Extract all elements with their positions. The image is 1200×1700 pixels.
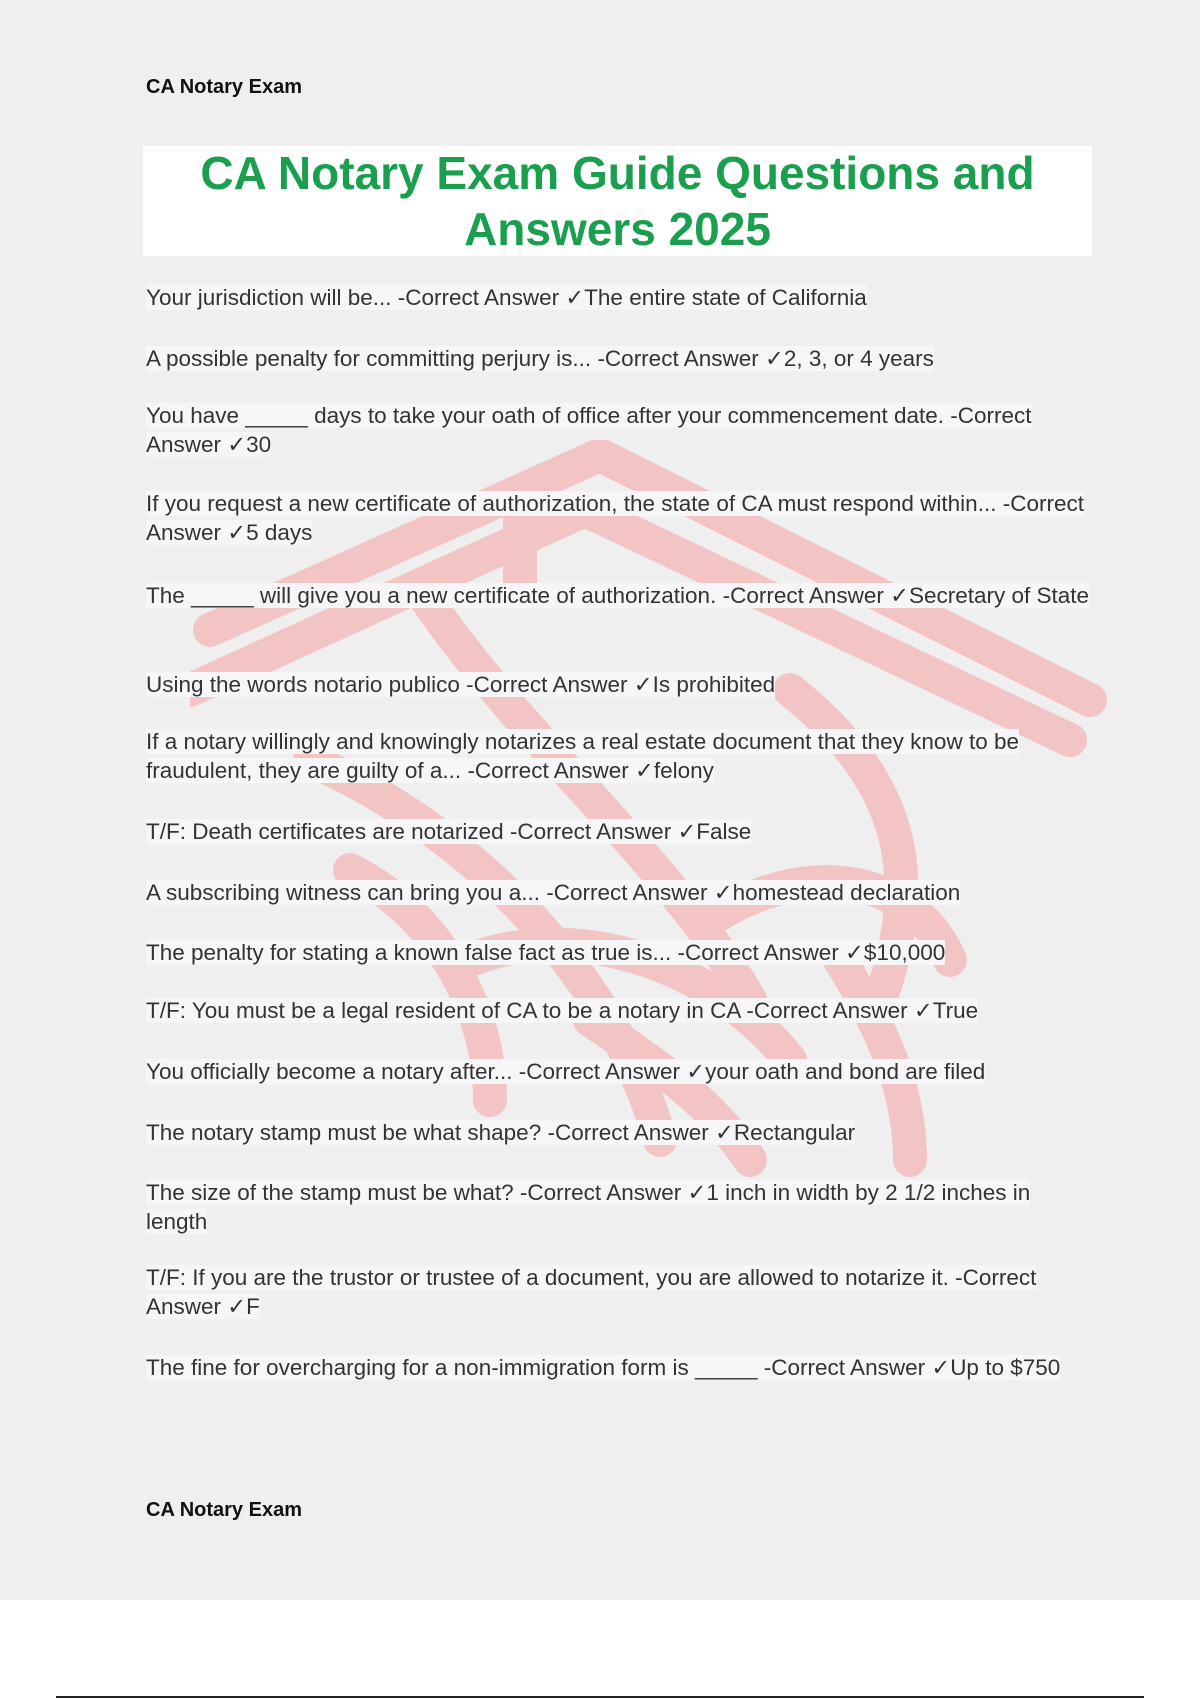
qa-item: The size of the stamp must be what? -Correct Answer ✓1 inch in width by 2 1/2 inches in length (146, 1180, 1031, 1234)
page-divider (56, 1696, 1144, 1698)
document-title: CA Notary Exam Guide Questions and Answers 2025 (200, 147, 1035, 255)
running-footer: CA Notary Exam (146, 1499, 302, 1521)
qa-item: A possible penalty for committing perjury is... -Correct Answer ✓2, 3, or 4 years (146, 346, 934, 371)
qa-item: T/F: You must be a legal resident of CA to be a notary in CA -Correct Answer ✓True (146, 998, 979, 1023)
title-banner (143, 146, 1092, 256)
qa-item: The fine for overcharging for a non-immigration form is _____ -Correct Answer ✓Up to $750 (146, 1355, 1061, 1380)
qa-item: If a notary willingly and knowingly notarizes a real estate document that they know to be fraudulent, they are guilty of a... -Correct Answer ✓felony (146, 729, 1019, 783)
qa-item: T/F: If you are the trustor or trustee of a document, you are allowed to notarize it. -Correct Answer ✓F (146, 1265, 1037, 1319)
qa-item: If you request a new certificate of authorization, the state of CA must respond within... -Correct Answer ✓5 days (146, 491, 1084, 545)
qa-item: You officially become a notary after... -Correct Answer ✓your oath and bond are filed (146, 1059, 986, 1084)
qa-item: You have _____ days to take your oath of office after your commencement date. -Correct Answer ✓30 (146, 403, 1032, 457)
qa-item: The _____ will give you a new certificate of authorization. -Correct Answer ✓Secretary of State (146, 583, 1090, 608)
qa-item: Using the words notario publico -Correct Answer ✓Is prohibited (146, 672, 776, 697)
qa-item: T/F: Death certificates are notarized -Correct Answer ✓False (146, 819, 752, 844)
running-header: CA Notary Exam (146, 76, 302, 98)
qa-item: The notary stamp must be what shape? -Correct Answer ✓Rectangular (146, 1120, 856, 1145)
qa-item: Your jurisdiction will be... -Correct Answer ✓The entire state of California (146, 285, 867, 310)
qa-item: The penalty for stating a known false fact as true is... -Correct Answer ✓$10,000 (146, 940, 946, 965)
qa-item: A subscribing witness can bring you a... -Correct Answer ✓homestead declaration (146, 880, 961, 905)
